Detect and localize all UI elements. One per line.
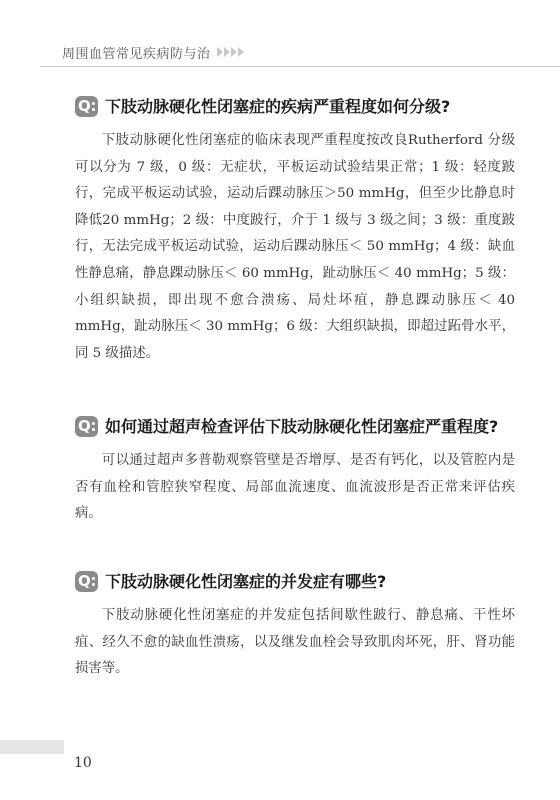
triangle-right-icon <box>238 47 244 57</box>
triangle-right-icon <box>217 47 223 57</box>
running-header <box>62 40 244 64</box>
qa-section-complications <box>75 569 515 683</box>
question-heading <box>75 94 515 120</box>
question-heading <box>75 414 515 440</box>
footer-bar-decoration <box>0 740 64 754</box>
header-divider <box>40 66 560 67</box>
question-badge-icon: Q <box>75 571 98 592</box>
header-arrows-decoration <box>217 47 244 57</box>
triangle-right-icon <box>231 47 237 57</box>
question-title: 如何通过超声检查评估下肢动脉硬化性闭塞症严重程度? <box>105 417 499 436</box>
qa-section-ultrasound <box>75 414 515 528</box>
answer-text: 下肢动脉硬化性闭塞症的并发症包括间歇性跛行、静息痛、干性坏疽、经久不愈的缺血性溃疡，以及继发血栓会导致肌肉坏死，肝、肾功能损害等。 <box>75 608 515 677</box>
question-heading <box>75 569 515 595</box>
question-title: 下肢动脉硬化性闭塞症的并发症有哪些? <box>105 572 387 591</box>
question-title: 下肢动脉硬化性闭塞症的疾病严重程度如何分级? <box>105 97 451 116</box>
question-badge-icon: Q <box>75 96 98 117</box>
question-badge-icon: Q <box>75 416 98 437</box>
answer-text: 下肢动脉硬化性闭塞症的临床表现严重程度按改良Rutherford 分级可以分为 7 级，0 级：无症状，平板运动试验结果正常；1 级：轻度跛行，完成平板运动试验，运动后踝动脉压＞50 mmHg，但至少比静息时降低20 mmHg；2 级：中度跛行，介于 1 级与 3 级之间；3 级：重度跛行，无法完成平板运动试验，运动后踝动脉压＜ 50 mmHg；4 级：缺血性静息痛，静息踝动脉压＜ 60 mmHg，趾动脉压＜ 40 mmHg；5 级：小组织缺损，即出现不愈合溃疡、局灶坏疽，静息踝动脉压＜ 40 mmHg，趾动脉压＜ 30 mmHg；6 级：大组织缺损，即超过跖骨水平，同 5 级描述。 <box>75 133 515 361</box>
qa-section-grading <box>75 94 515 367</box>
triangle-right-icon <box>224 47 230 57</box>
answer-text: 可以通过超声多普勒观察管壁是否增厚、是否有钙化，以及管腔内是否有血栓和管腔狭窄程度、局部血流速度、血流波形是否正常来评估疾病。 <box>75 453 515 522</box>
page-number: 10 <box>74 755 92 771</box>
book-title: 周围血管常见疾病防与治 <box>62 46 211 62</box>
